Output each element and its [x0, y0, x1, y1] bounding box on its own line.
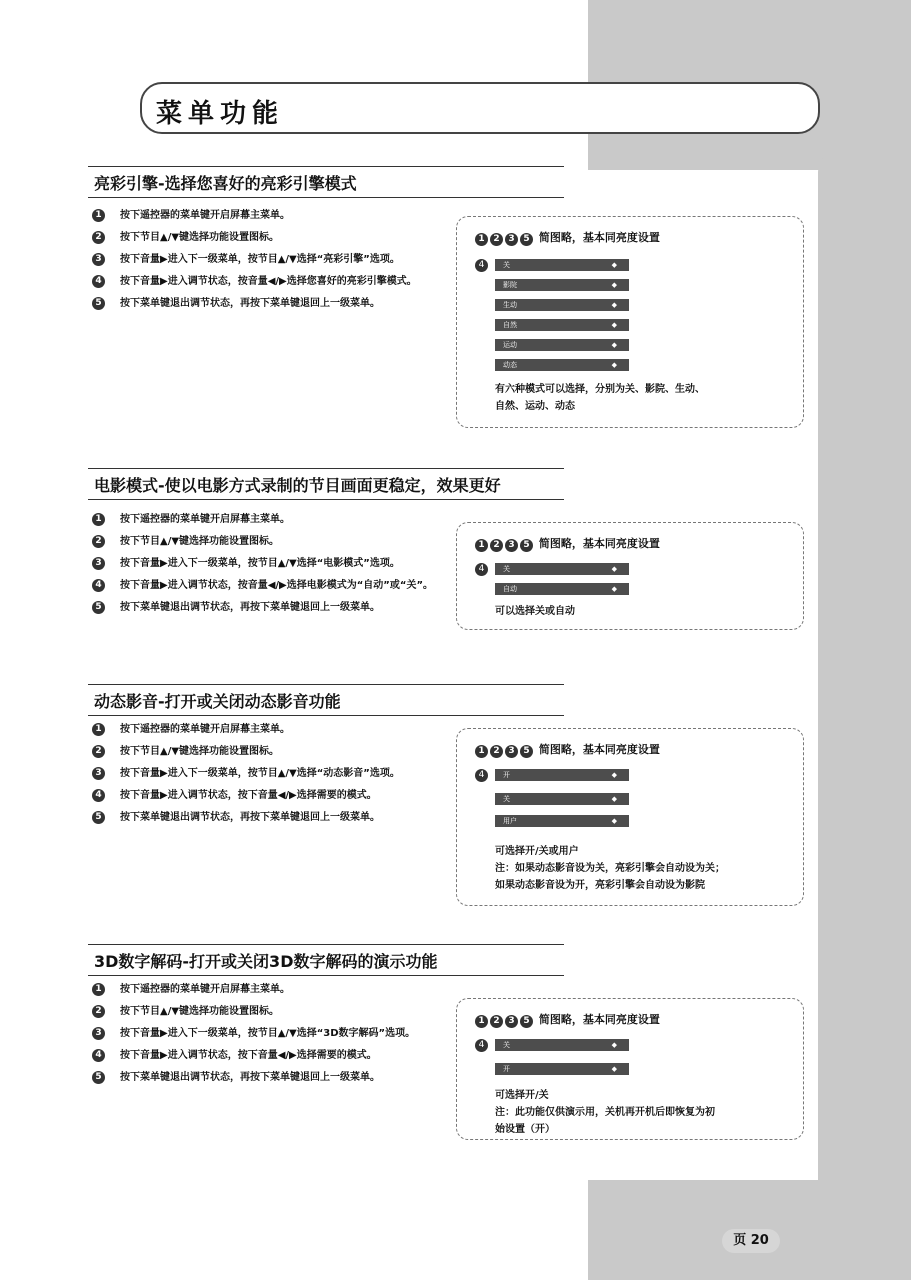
circle-number-icon: 1	[475, 745, 488, 758]
diamond-arrow-icon: ◆	[611, 261, 617, 269]
note-line: 可以选择关或自动	[495, 606, 575, 617]
step-item	[92, 766, 452, 782]
step-item	[92, 722, 452, 738]
page-title-box	[140, 82, 820, 134]
step-item	[92, 208, 452, 224]
step-text: 按下音量▶进入下一级菜单，按节目▲/▼选择“电影模式”选项。	[120, 558, 400, 569]
step-item	[92, 512, 452, 528]
box-note	[495, 381, 791, 415]
menu-option-bar	[495, 1039, 629, 1051]
box-header-text: 简图略，基本同亮度设置	[538, 1013, 660, 1026]
circle-number-icon: 5	[520, 233, 533, 246]
menu-preview-box-dynamic-av	[456, 728, 804, 906]
diamond-arrow-icon: ◆	[611, 361, 617, 369]
step-item	[92, 1070, 452, 1086]
section-heading-film-mode	[88, 468, 564, 500]
diamond-arrow-icon: ◆	[611, 1041, 617, 1049]
menu-option-bar	[495, 279, 629, 291]
box-header	[475, 229, 660, 246]
section-heading-color-engine	[88, 166, 564, 198]
step-text: 按下音量▶进入下一级菜单，按节目▲/▼选择“3D数字解码”选项。	[120, 1028, 416, 1039]
option-label: 关	[503, 565, 510, 573]
note-line: 可选择开/关或用户	[495, 846, 579, 857]
diamond-arrow-icon: ◆	[611, 817, 617, 825]
step-number-icon: 3	[92, 767, 105, 780]
option-label: 自动	[503, 585, 517, 593]
circle-number-icon: 5	[520, 1015, 533, 1028]
option-label: 自然	[503, 321, 517, 329]
step-item	[92, 556, 452, 572]
menu-option-bar	[495, 299, 629, 311]
section-heading-text: 亮彩引擎-选择您喜好的亮彩引擎模式	[94, 174, 357, 193]
circle-number-icon: 3	[505, 539, 518, 552]
diamond-arrow-icon: ◆	[611, 1065, 617, 1073]
circle-number-icon: 4	[475, 1039, 488, 1052]
step-item	[92, 600, 452, 616]
steps-list-dynamic-av	[92, 722, 452, 832]
step-number-icon: 5	[92, 297, 105, 310]
step-number-icon: 2	[92, 1005, 105, 1018]
menu-preview-box-film-mode	[456, 522, 804, 630]
diamond-arrow-icon: ◆	[611, 341, 617, 349]
circle-number-icon: 1	[475, 233, 488, 246]
step-text: 按下音量▶进入调节状态，按下音量◀/▶选择需要的模式。	[120, 790, 377, 801]
step-text: 按下节目▲/▼键选择功能设置图标。	[120, 1006, 280, 1017]
option-label: 用户	[503, 817, 517, 825]
step-number-icon: 3	[92, 557, 105, 570]
step-text: 按下节目▲/▼键选择功能设置图标。	[120, 536, 280, 547]
step-text: 按下音量▶进入下一级菜单，按节目▲/▼选择“动态影音”选项。	[120, 768, 400, 779]
option-label: 关	[503, 795, 510, 803]
box-header-text: 简图略，基本同亮度设置	[538, 231, 660, 244]
steps-list-color-engine	[92, 208, 452, 318]
circle-number-icon: 2	[490, 745, 503, 758]
step-number-icon: 4	[92, 789, 105, 802]
step-number-icon: 2	[92, 535, 105, 548]
step-item	[92, 1004, 452, 1020]
box-header-text: 简图略，基本同亮度设置	[538, 743, 660, 756]
step-number-icon: 4	[92, 1049, 105, 1062]
menu-option-bar	[495, 1063, 629, 1075]
circle-number-icon: 3	[505, 1015, 518, 1028]
step-text: 按下遥控器的菜单键开启屏幕主菜单。	[120, 724, 290, 735]
step-number-icon: 2	[92, 745, 105, 758]
step-item	[92, 534, 452, 550]
step-item	[92, 274, 452, 290]
steps-list-3d-decode	[92, 982, 452, 1092]
circle-number-icon: 2	[490, 233, 503, 246]
step-number-icon: 3	[92, 1027, 105, 1040]
circle-number-icon: 2	[490, 539, 503, 552]
menu-option-bar	[495, 359, 629, 371]
circle-number-icon: 1	[475, 539, 488, 552]
option-label: 关	[503, 1041, 510, 1049]
step-text: 按下菜单键退出调节状态，再按下菜单键退回上一级菜单。	[120, 298, 380, 309]
step-number-icon: 1	[92, 983, 105, 996]
option-label: 影院	[503, 281, 517, 289]
gray-band-side	[818, 150, 911, 1250]
step-text: 按下节目▲/▼键选择功能设置图标。	[120, 232, 280, 243]
diamond-arrow-icon: ◆	[611, 771, 617, 779]
section-heading-dynamic-av	[88, 684, 564, 716]
step-item	[92, 1048, 452, 1064]
step-number-icon: 5	[92, 811, 105, 824]
step-text: 按下菜单键退出调节状态，再按下菜单键退回上一级菜单。	[120, 1072, 380, 1083]
circle-number-icon: 3	[505, 233, 518, 246]
option-label: 开	[503, 771, 510, 779]
circle-number-icon: 5	[520, 539, 533, 552]
step-item	[92, 788, 452, 804]
step-number-icon: 1	[92, 209, 105, 222]
step-number-icon: 3	[92, 253, 105, 266]
step-item	[92, 1026, 452, 1042]
step-text: 按下菜单键退出调节状态，再按下菜单键退回上一级菜单。	[120, 602, 380, 613]
option-label: 运动	[503, 341, 517, 349]
circle-number-icon: 1	[475, 1015, 488, 1028]
step-item	[92, 578, 452, 594]
step-number-icon: 1	[92, 513, 105, 526]
step-number-icon: 5	[92, 601, 105, 614]
option-label: 动态	[503, 361, 517, 369]
step-text: 按下菜单键退出调节状态，再按下菜单键退回上一级菜单。	[120, 812, 380, 823]
section-heading-text: 动态影音-打开或关闭动态影音功能	[94, 692, 341, 711]
page-number: 页 20	[722, 1229, 780, 1253]
box-header	[475, 741, 660, 758]
menu-option-bar	[495, 769, 629, 781]
step-number-icon: 2	[92, 231, 105, 244]
diamond-arrow-icon: ◆	[611, 585, 617, 593]
section-heading-3d-decode	[88, 944, 564, 976]
box-note	[495, 1087, 791, 1138]
circle-number-icon: 4	[475, 259, 488, 272]
step-number-icon: 4	[92, 579, 105, 592]
section-heading-text: 3D数字解码-打开或关闭3D数字解码的演示功能	[94, 952, 438, 971]
step-text: 按下遥控器的菜单键开启屏幕主菜单。	[120, 514, 290, 525]
menu-option-bar	[495, 793, 629, 805]
step-item	[92, 982, 452, 998]
step-text: 按下音量▶进入下一级菜单，按节目▲/▼选择“亮彩引擎”选项。	[120, 254, 400, 265]
circle-number-icon: 2	[490, 1015, 503, 1028]
menu-option-bar	[495, 583, 629, 595]
note-line: 始设置（开）	[495, 1124, 555, 1135]
option-label: 关	[503, 261, 510, 269]
note-line: 注：如果动态影音设为关，亮彩引擎会自动设为关；	[495, 863, 725, 874]
circle-number-icon: 4	[475, 563, 488, 576]
circle-number-icon: 5	[520, 745, 533, 758]
step-text: 按下遥控器的菜单键开启屏幕主菜单。	[120, 210, 290, 221]
diamond-arrow-icon: ◆	[611, 795, 617, 803]
steps-list-film-mode	[92, 512, 452, 622]
step-number-icon: 1	[92, 723, 105, 736]
note-line: 可选择开/关	[495, 1090, 549, 1101]
circle-number-icon: 4	[475, 769, 488, 782]
diamond-arrow-icon: ◆	[611, 321, 617, 329]
menu-option-bar	[495, 815, 629, 827]
step-text: 按下遥控器的菜单键开启屏幕主菜单。	[120, 984, 290, 995]
note-line: 自然、运动、动态	[495, 401, 575, 412]
diamond-arrow-icon: ◆	[611, 565, 617, 573]
step-item	[92, 230, 452, 246]
box-note	[495, 603, 791, 620]
menu-option-bar	[495, 339, 629, 351]
option-label: 生动	[503, 301, 517, 309]
step-item	[92, 810, 452, 826]
step-text: 按下音量▶进入调节状态，按下音量◀/▶选择需要的模式。	[120, 1050, 377, 1061]
menu-option-bar	[495, 319, 629, 331]
option-label: 开	[503, 1065, 510, 1073]
menu-option-bar	[495, 259, 629, 271]
step-item	[92, 744, 452, 760]
menu-option-bar	[495, 563, 629, 575]
step-item	[92, 252, 452, 268]
step-number-icon: 5	[92, 1071, 105, 1084]
box-header	[475, 535, 660, 552]
menu-preview-box-3d-decode	[456, 998, 804, 1140]
step-text: 按下音量▶进入调节状态，按音量◀/▶选择您喜好的亮彩引擎模式。	[120, 276, 417, 287]
box-header-text: 简图略，基本同亮度设置	[538, 537, 660, 550]
page-title: 菜单功能	[156, 99, 285, 129]
section-heading-text: 电影模式-使以电影方式录制的节目画面更稳定，效果更好	[94, 476, 501, 495]
diamond-arrow-icon: ◆	[611, 301, 617, 309]
box-note	[495, 843, 791, 894]
circle-number-icon: 3	[505, 745, 518, 758]
step-number-icon: 4	[92, 275, 105, 288]
step-item	[92, 296, 452, 312]
step-text: 按下音量▶进入调节状态，按音量◀/▶选择电影模式为“自动”或“关”。	[120, 580, 434, 591]
note-line: 如果动态影音设为开，亮彩引擎会自动设为影院	[495, 880, 705, 891]
step-text: 按下节目▲/▼键选择功能设置图标。	[120, 746, 280, 757]
menu-preview-box-color-engine	[456, 216, 804, 428]
box-header	[475, 1011, 660, 1028]
diamond-arrow-icon: ◆	[611, 281, 617, 289]
note-line: 有六种模式可以选择，分别为关、影院、生动、	[495, 384, 705, 395]
note-line: 注：此功能仅供演示用，关机再开机后即恢复为初	[495, 1107, 715, 1118]
